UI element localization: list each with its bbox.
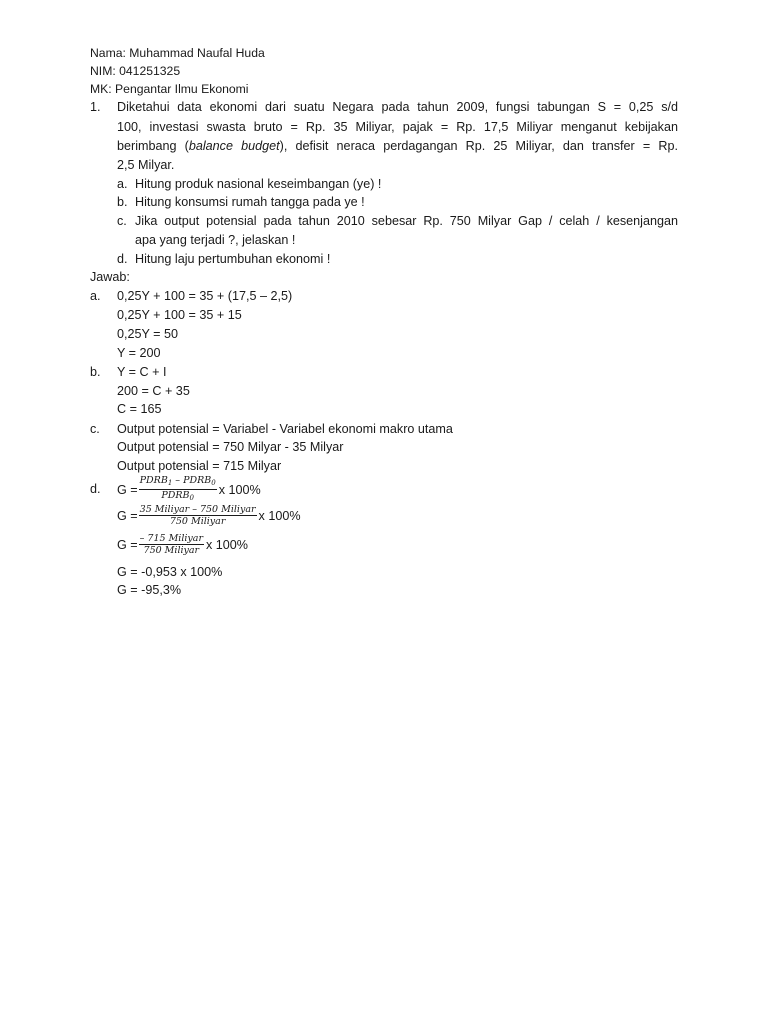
growth-substitution-fraction — [139, 504, 257, 527]
part-c-label: c. — [117, 214, 127, 228]
growth-formula — [117, 475, 261, 504]
answer-c-line-2: Output potensial = 750 Milyar - 35 Milyar — [117, 440, 344, 454]
numerator-term-1: PDRB — [139, 475, 168, 486]
numerator-subscript-2: 0 — [211, 479, 216, 487]
question-line-3 — [117, 137, 678, 156]
question-line-3-italic: balance budget — [188, 139, 280, 153]
numerator-subscript-1: 1 — [167, 479, 173, 487]
answer-b-label: b. — [90, 365, 101, 379]
growth-substitution — [117, 504, 301, 527]
answer-a-line-4: Y = 200 — [117, 346, 161, 360]
part-d-label: d. — [117, 252, 128, 266]
growth-substitution-numerator: 35 Miliyar – 750 Miliyar — [139, 504, 256, 515]
growth-difference-fraction — [139, 533, 204, 556]
growth-difference-denominator: 750 Miliyar — [143, 545, 200, 556]
part-a-label: a. — [117, 177, 128, 191]
growth-formula-denominator — [160, 490, 195, 504]
answer-c-line-1: Output potensial = Variabel - Variabel ekonomi makro utama — [117, 422, 453, 436]
question-line-3-rest: ), defisit neraca perdagangan Rp. 25 Miliyar, dan transfer = Rp. — [279, 139, 678, 153]
answer-b-line-1: Y = C + I — [117, 365, 167, 379]
answer-c-label: c. — [90, 422, 100, 436]
denominator-subscript: 0 — [189, 494, 194, 502]
growth-substitution-suffix: x 100% — [258, 508, 301, 523]
growth-formula-suffix: x 100% — [218, 482, 261, 497]
growth-ratio: G = -0,953 x 100% — [117, 565, 223, 579]
part-b-label: b. — [117, 195, 128, 209]
answer-a-line-1: 0,25Y + 100 = 35 + (17,5 – 2,5) — [117, 289, 293, 303]
answer-a-line-3: 0,25Y = 50 — [117, 327, 179, 341]
student-nim: NIM: 041251325 — [90, 64, 181, 78]
question-line-1: Diketahui data ekonomi dari suatu Negara pada tahun 2009, fungsi tabungan S = 0,25 s/d — [117, 100, 678, 114]
growth-result: G = -95,3% — [117, 583, 182, 597]
question-line-2: 100, investasi swasta bruto = Rp. 35 Miliyar, pajak = Rp. 17,5 Miliyar menganut kebijakan — [117, 120, 678, 134]
growth-formula-fraction — [139, 475, 217, 504]
growth-difference-prefix: G = — [117, 537, 138, 552]
part-d-text: Hitung laju pertumbuhan ekonomi ! — [135, 252, 331, 266]
answer-c-line-3: Output potensial = 715 Milyar — [117, 459, 282, 473]
course-name: MK: Pengantar Ilmu Ekonomi — [90, 82, 249, 96]
question-line-4: 2,5 Milyar. — [117, 158, 175, 172]
growth-substitution-prefix: G = — [117, 508, 138, 523]
answer-title: Jawab: — [90, 270, 130, 284]
growth-difference-numerator: – 715 Miliyar — [139, 533, 203, 544]
answer-b-line-3: C = 165 — [117, 402, 162, 416]
growth-difference-suffix: x 100% — [206, 537, 249, 552]
growth-formula-numerator — [139, 475, 217, 490]
growth-substitution-denominator: 750 Miliyar — [169, 516, 226, 527]
answer-b-line-2: 200 = C + 35 — [117, 384, 190, 398]
part-c-text-2: apa yang terjadi ?, jelaskan ! — [135, 233, 296, 247]
growth-formula-prefix: G = — [117, 482, 138, 497]
part-c-text: Jika output potensial pada tahun 2010 sebesar Rp. 750 Milyar Gap / celah / kesenjangan — [135, 214, 678, 228]
answer-d-label: d. — [90, 482, 101, 496]
numerator-term-2: – PDRB — [172, 475, 212, 486]
question-number: 1. — [90, 100, 101, 114]
part-a-text: Hitung produk nasional keseimbangan (ye) ! — [135, 177, 382, 191]
growth-difference — [117, 533, 248, 556]
part-b-text: Hitung konsumsi rumah tangga pada ye ! — [135, 195, 365, 209]
denominator-term: PDRB — [161, 490, 190, 501]
student-name: Nama: Muhammad Naufal Huda — [90, 46, 265, 60]
answer-a-line-2: 0,25Y + 100 = 35 + 15 — [117, 308, 242, 322]
answer-a-label: a. — [90, 289, 101, 303]
question-line-3-prefix: berimbang ( — [117, 139, 189, 153]
